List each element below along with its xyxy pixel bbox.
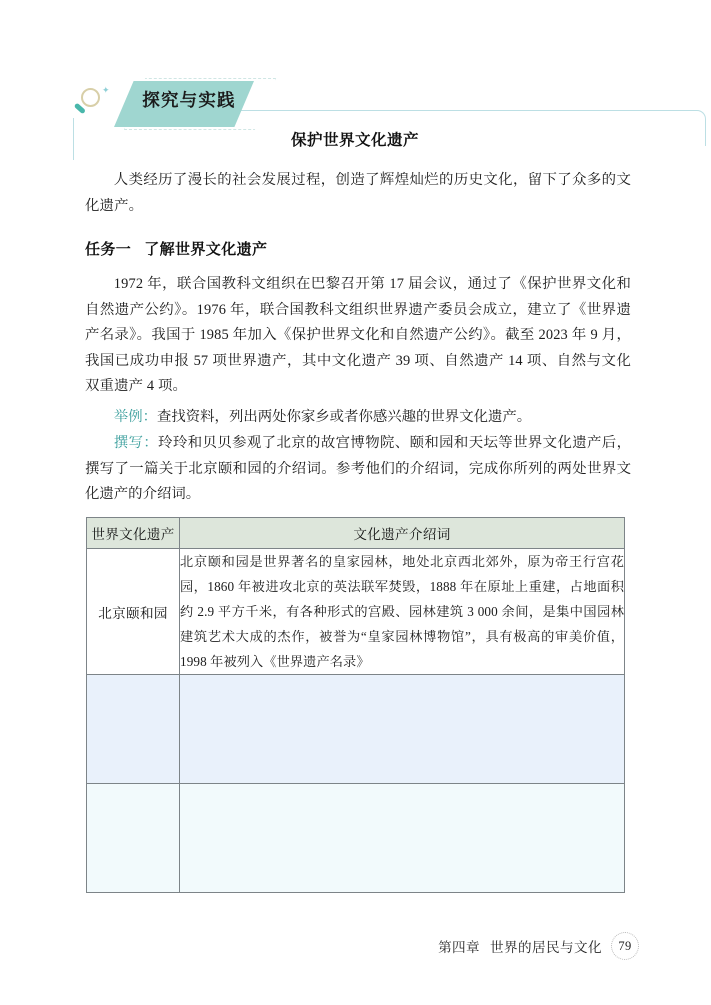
table-row[interactable]	[87, 784, 625, 893]
heritage-table	[86, 517, 625, 893]
table-cell-description[interactable]	[180, 784, 625, 893]
footer-chapter-title: 世界的居民与文化	[490, 940, 602, 955]
main-paragraph: 1972 年，联合国教科文组织在巴黎召开第 17 届会议，通过了《保护世界文化和自然遗产公约》。1976 年，联合国教科文组织世界遗产委员会成立，建立了《世界遗产名录》。我国于 1985 年加入《保护世界文化和自然遗产公约》。截至 2023 年 9 月，我国已成功申报 57 项世界遗产，其中文化遗产 39 项、自然遗产 14 项、自然与文化双重遗产 4 项。	[85, 276, 631, 395]
table-cell-heritage-name[interactable]	[87, 675, 180, 784]
hint-write-text: 玲玲和贝贝参观了北京的故宫博物院、颐和园和天坛等世界文化遗产后，撰写了一篇关于北京颐和园的介绍词。参考他们的介绍词，完成你所列的两处世界文化遗产的介绍词。	[85, 435, 631, 503]
table-header-description: 文化遗产介绍词	[180, 518, 625, 549]
table-cell-heritage-name: 北京颐和园	[87, 549, 180, 675]
task-number: 任务一	[85, 240, 132, 258]
magnifier-icon	[72, 84, 114, 126]
task-title: 了解世界文化遗产	[144, 240, 268, 258]
hint-write	[85, 431, 631, 508]
hint-write-label: 撰写：	[113, 435, 159, 451]
footer-chapter	[438, 936, 602, 956]
table-header-row	[87, 518, 625, 549]
hint-example-label: 举例：	[113, 409, 157, 425]
intro-paragraph: 人类经历了漫长的社会发展过程，创造了辉煌灿烂的历史文化，留下了众多的文化遗产。	[85, 172, 631, 214]
page-footer	[438, 932, 639, 960]
table-cell-heritage-name[interactable]	[87, 784, 180, 893]
table-row	[87, 549, 625, 675]
page-number: 79	[611, 932, 639, 960]
table-row[interactable]	[87, 675, 625, 784]
banner-label: 探究与实践	[142, 91, 236, 111]
task-heading	[85, 238, 267, 259]
footer-chapter-number: 第四章	[438, 940, 481, 955]
table-cell-description: 北京颐和园是世界著名的皇家园林，地处北京西北郊外，原为帝王行宫花园，1860 年被进攻北京的英法联军焚毁，1888 年在原址上重建，占地面积约 2.9 平方千米，有各种形式的宫殿、园林建筑 3 000 余间，是集中国园林建筑艺术大成的杰作，被誉为“皇家园林博物馆”，具有极高的审美价值，1998 年被列入《世界遗产名录》	[180, 549, 625, 675]
hint-example	[85, 405, 631, 431]
sparkle-icon: ✦	[102, 85, 110, 95]
table-cell-description[interactable]	[180, 675, 625, 784]
hint-example-text: 查找资料，列出两处你家乡或者你感兴趣的世界文化遗产。	[156, 409, 532, 425]
table-header-heritage: 世界文化遗产	[87, 518, 180, 549]
page-title: 保护世界文化遗产	[290, 131, 419, 149]
magnifier-ring-icon	[81, 88, 100, 107]
